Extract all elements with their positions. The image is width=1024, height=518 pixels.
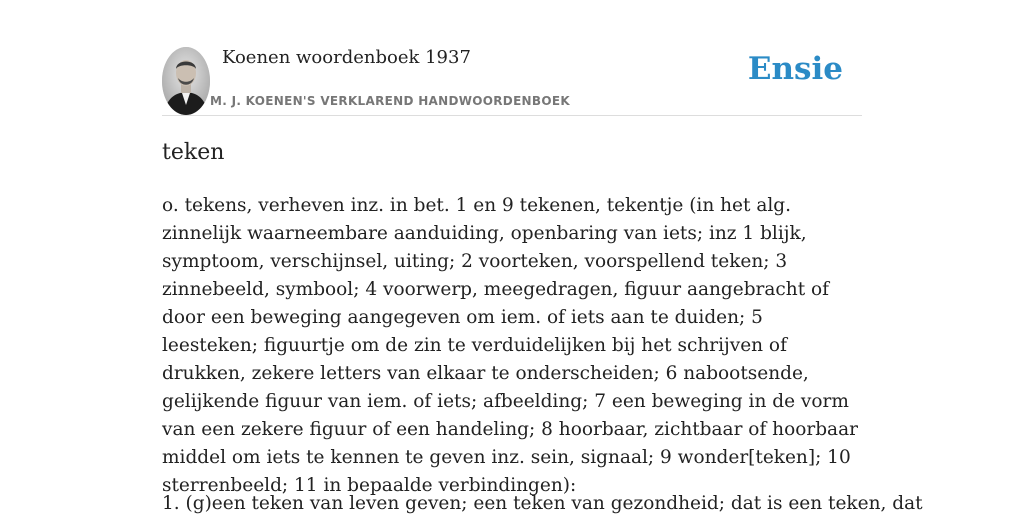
- book-subtitle: M. J. KOENEN'S VERKLAREND HANDWOORDENBOEK: [210, 94, 570, 108]
- entry-definition: o. tekens, verheven inz. in bet. 1 en 9 tekenen, tekentje (in het alg. zinnelijk waarneembare aanduiding, openbaring van iets; inz 1 blijk, symptoom, verschijnsel, uiting; 2 voorteken, voorspellend teken; 3 zinnebeeld, symbool; 4 voorwerp, meegedragen, figuur aangebracht of door een beweging aangegeven om iem. of iets aan te duiden; 5 leesteken; figuurtje om de zin te verduidelijken bij het schrijven of drukken, zekere letters van elkaar te onderscheiden; 6 nabootsende, gelijkende figuur van iem. of iets; afbeelding; 7 een beweging in de vorm van een zekere figuur of een handeling; 8 hoorbaar, zichtbaar of hoorbaar middel om iets te kennen te geven inz. sein, signaal; 9 wonder[teken]; 10 sterrenbeeld; 11 in bepaalde verbindingen):: [162, 195, 858, 496]
- author-portrait-image: [162, 47, 210, 115]
- author-portrait: [162, 47, 210, 115]
- ensie-logo-link[interactable]: Ensie: [747, 51, 843, 87]
- dictionary-header: [162, 45, 862, 116]
- entry-example-1: 1. (g)een teken van leven geven; een teken van gezondheid; dat is een teken, dat: [162, 493, 923, 514]
- book-title[interactable]: Koenen woordenboek 1937: [222, 47, 471, 68]
- entry-headword: teken: [162, 140, 225, 165]
